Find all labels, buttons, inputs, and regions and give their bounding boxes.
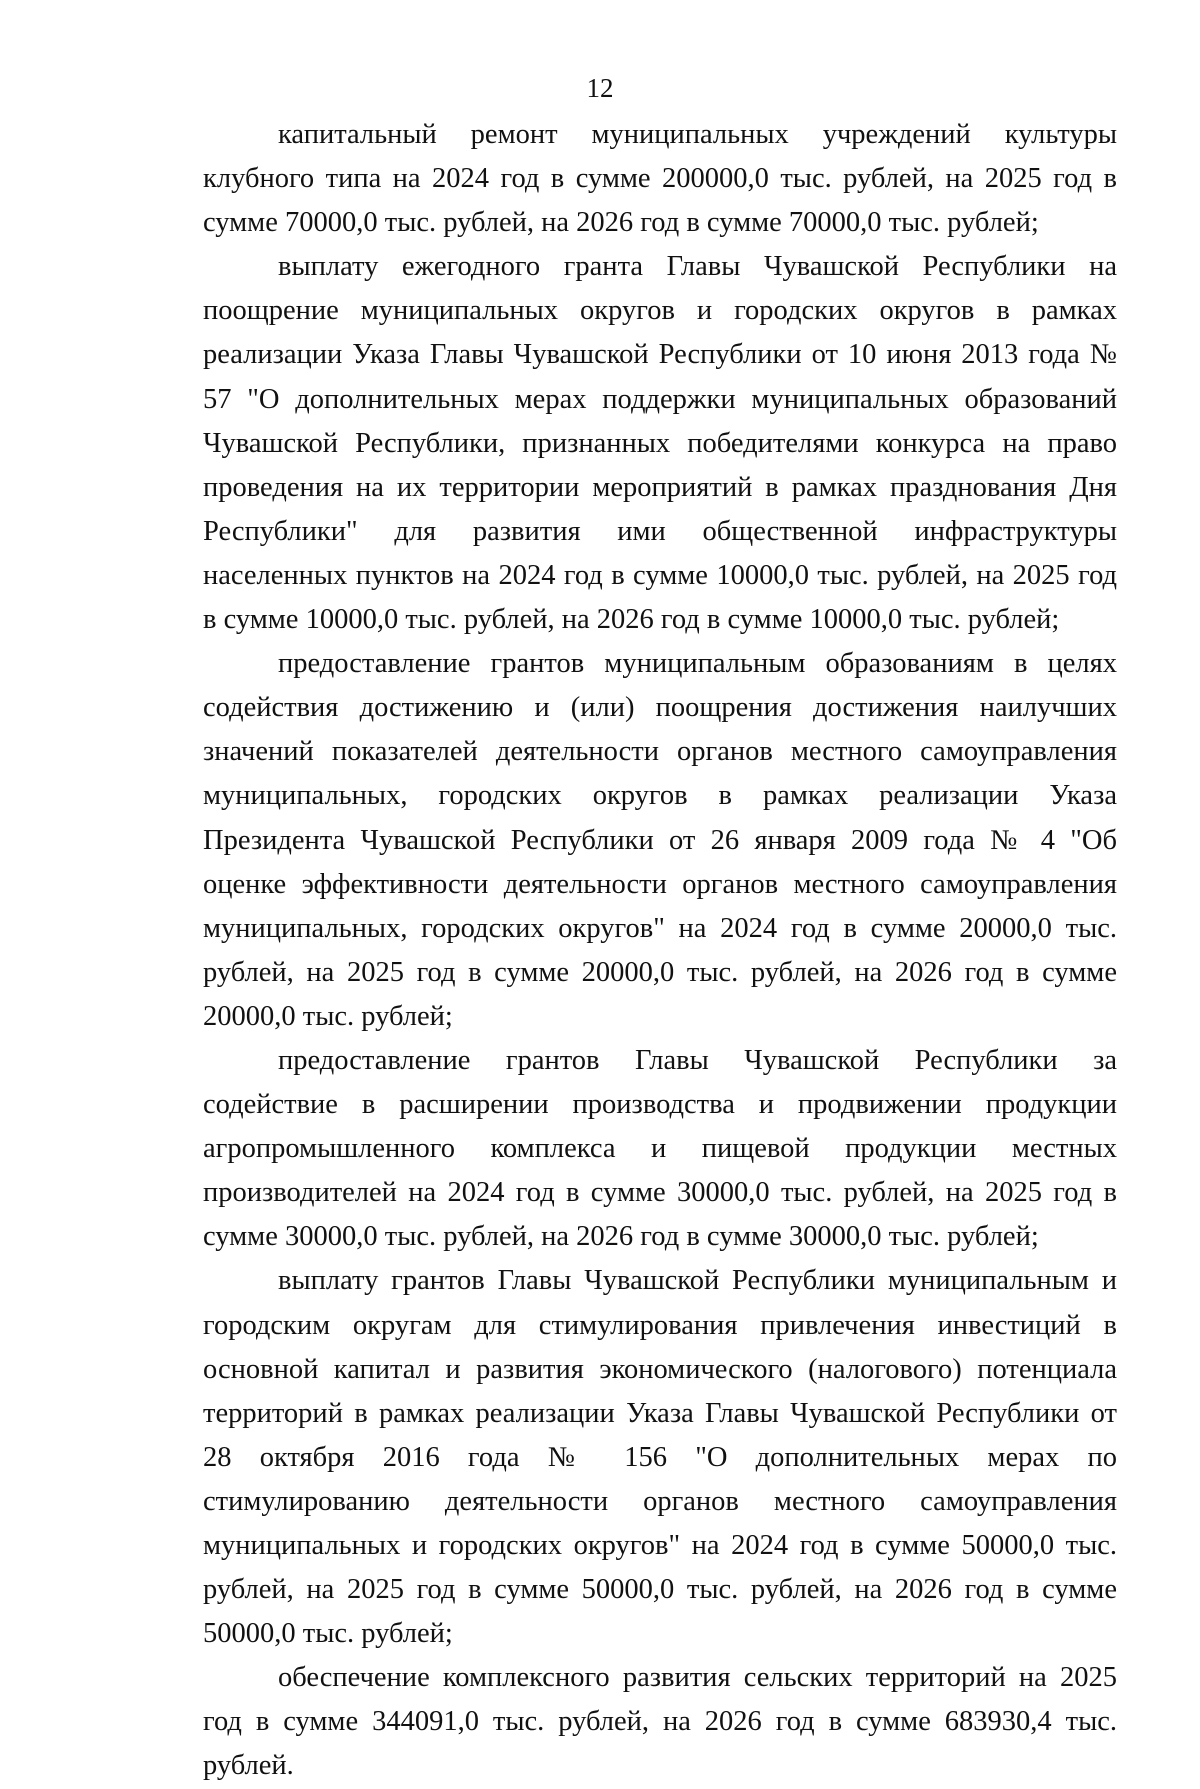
paragraph-culture-repair: капитальный ремонт муниципальных учреждений культуры клубного типа на 2024 год в сумме 200000,0 тыс. рублей, на 2025 год в сумме 70000,0 тыс. рублей, на 2026 год в сумме 70000,0 тыс. рублей; xyxy=(203,119,1117,239)
page-number: 12 xyxy=(586,73,614,103)
paragraph-performance-grants: предоставление грантов муниципальным образованиям в целях содействия достижению и (или) поощрения достижения наилучших значений показателей деятельности органов местного самоуправления муниципальных, городских округов в рамках реализации Указа Президента Чувашской Республики от 26 января 2009 года № 4 "Об оценке эффективности деятельности органов местного самоуправления муниципальных, городских округов" на 2024 год в сумме 20000,0 тыс. рублей, на 2025 год в сумме 20000,0 тыс. рублей, на 2026 год в сумме 20000,0 тыс. рублей; xyxy=(203,648,1117,1032)
paragraph-annual-grant: выплату ежегодного гранта Главы Чувашской Республики на поощрение муниципальных округов и городских округов в рамках реализации Указа Главы Чувашской Республики от 10 июня 2013 года № 57 "О дополнительных мерах поддержки муниципальных образований Чувашской Республики, признанных победителями конкурса на право проведения на их территории мероприятий в рамках празднования Дня Республики" для развития ими общественной инфраструктуры населенных пунктов на 2024 год в сумме 10000,0 тыс. рублей, на 2025 год в сумме 10000,0 тыс. рублей, на 2026 год в сумме 10000,0 тыс. рублей; xyxy=(203,251,1117,636)
document-body xyxy=(203,113,1117,1789)
paragraph-investment-grants: выплату грантов Главы Чувашской Республики муниципальным и городским округам для стимулирования привлечения инвестиций в основной капитал и развития экономического (налогового) потенциала территорий в рамках реализации Указа Главы Чувашской Республики от 28 октября 2016 года № 156 "О дополнительных мерах по стимулированию деятельности органов местного самоуправления муниципальных и городских округов" на 2024 год в сумме 50000,0 тыс. рублей, на 2025 год в сумме 50000,0 тыс. рублей, на 2026 год в сумме 50000,0 тыс. рублей; xyxy=(203,1265,1117,1650)
paragraph-rural-development: обеспечение комплексного развития сельских территорий на 2025 год в сумме 344091,0 тыс. рублей, на 2026 год в сумме 683930,4 тыс. рублей. xyxy=(203,1662,1117,1782)
paragraph-agro-grants: предоставление грантов Главы Чувашской Республики за содействие в расширении производства и продвижении продукции агропромышленного комплекса и пищевой продукции местных производителей на 2024 год в сумме 30000,0 тыс. рублей, на 2025 год в сумме 30000,0 тыс. рублей, на 2026 год в сумме 30000,0 тыс. рублей; xyxy=(203,1044,1117,1253)
